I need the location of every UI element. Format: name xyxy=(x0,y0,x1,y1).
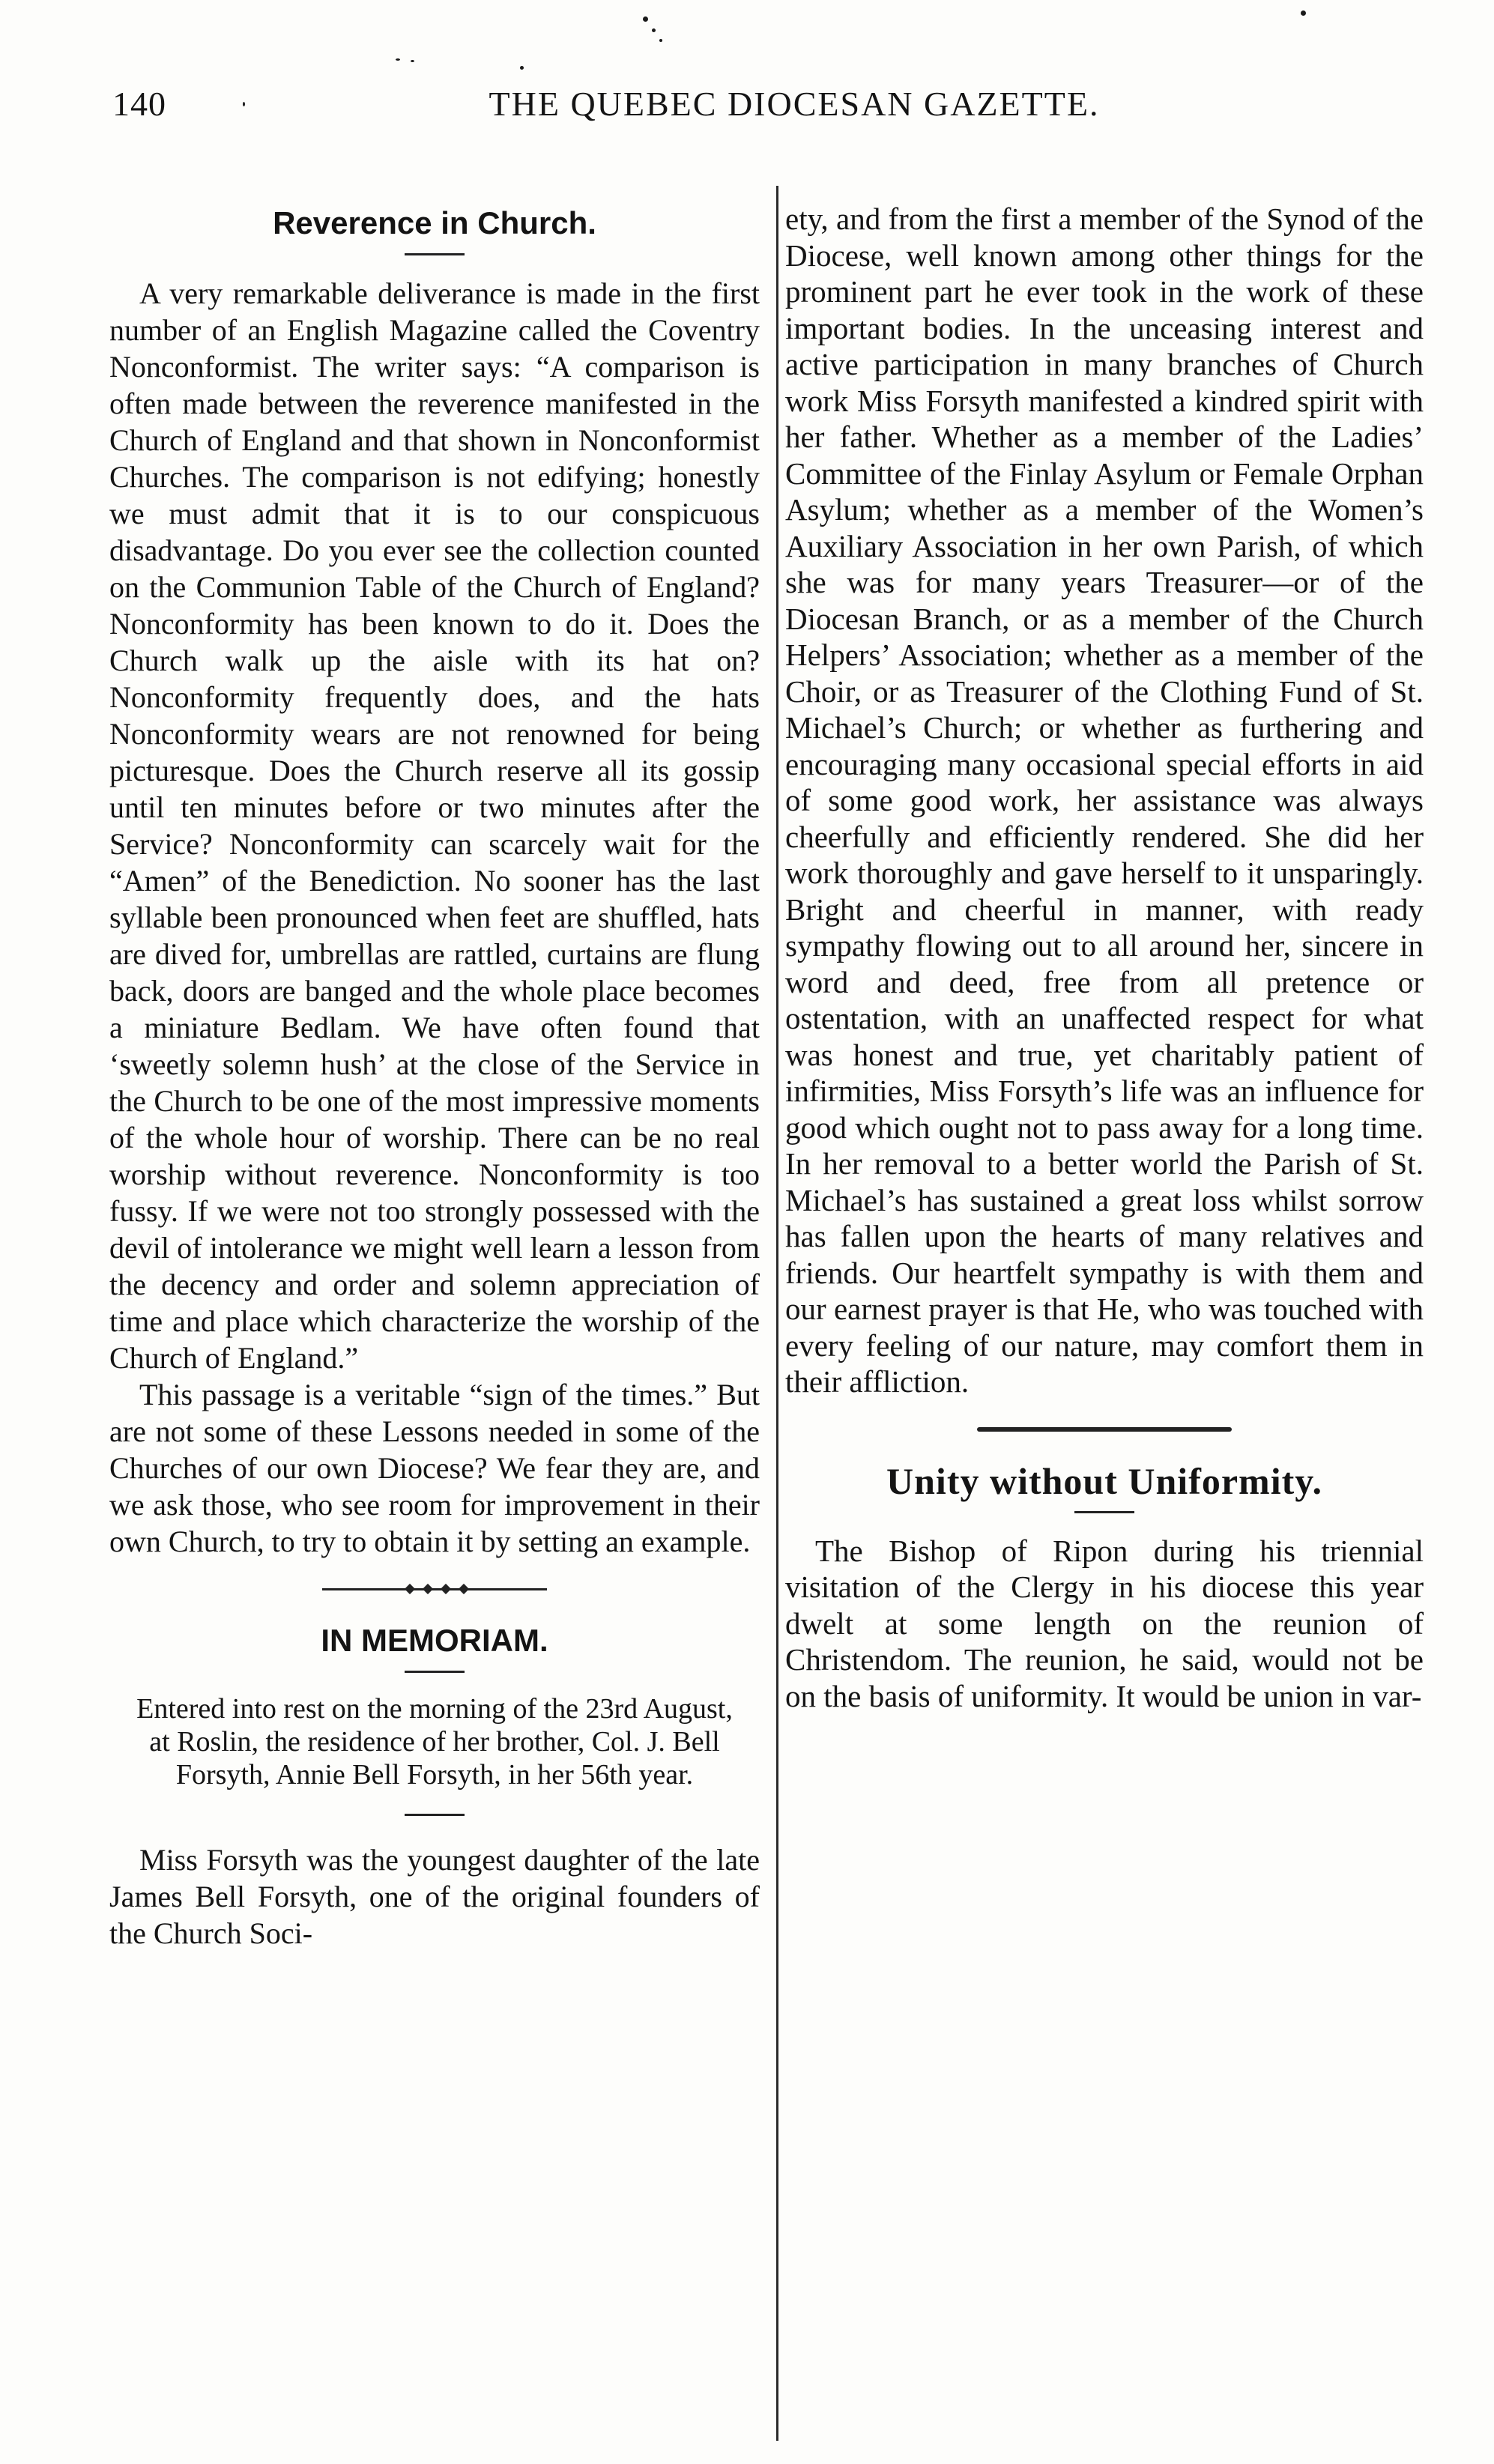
death-notice: Entered into rest on the morning of the 23rd August, at Roslin, the residence of her brother, Col. J. Bell Forsyth, Annie Bell Forsyth, in her 56th year. xyxy=(136,1693,733,1791)
notice-rule xyxy=(405,1814,465,1816)
article-title-unity: Unity without Uniformity. xyxy=(886,1459,1322,1502)
article-title-reverence: Reverence in Church. xyxy=(273,205,596,240)
article-paragraph: This passage is a veritable “sign of the times.” But are not some of these Lessons needed in some of the Churches of our own Diocese? We fear they are, and we ask those, who see room for improvement in their own Church, to try to obtain it by setting an example. xyxy=(109,1378,760,1558)
left-column xyxy=(109,201,760,1952)
article-paragraph: A very remarkable deliverance is made in the first number of an English Magazine called the Coventry Nonconformist. The writer says: “A comparison is often made between the reverence manifested in the Church of England and that shown in Nonconformist Churches. The comparison is not edifying; honestly we must admit that it is to our conspicuous disadvantage. Do you ever see the collection counted on the Communion Table of the Church of England? Nonconformity has been known to do it. Does the Church walk up the aisle with its hat on? Nonconformity frequently does, and the hats Nonconformity wears are not renowned for being picturesque. Does the Church reserve all its gossip until ten minutes before or two minutes after the Service? Nonconformity can scarcely wait for the “Amen” of the Benediction. No sooner has the last syllable been pronounced when feet are shuffled, hats are dived for, umbrellas are rattled, curtains are flung back, doors are banged and the whole place becomes a miniature Bedlam. We have often found that ‘sweetly solemn hush’ at the close of the Service in the Church to be one of the most impressive moments of the whole hour of worship. There can be no real worship without reverence. Nonconformity is too fussy. If we were not too strongly possessed with the devil of intolerance we might well learn a lesson from the decency and order and solemn appreciation of time and place which characterize the worship of the Church of England.” xyxy=(109,276,760,1375)
title-rule xyxy=(1074,1511,1134,1513)
right-column xyxy=(785,201,1424,1714)
column-divider xyxy=(776,186,778,2441)
article-paragraph: The Bishop of Ripon during his triennial visitation of the Clergy in his diocese this year dwelt at some length on the reunion of Christendom. The reunion, he said, would not be on the basis of uniformity. It would be union in var- xyxy=(785,1533,1424,1713)
running-title: THE QUEBEC DIOCESAN GAZETTE. xyxy=(489,85,1100,123)
article-paragraph-continued: ety, and from the first a member of the Synod of the Diocese, well known among other things for the prominent part he ever took in the work of these important bodies. In the unceasing interest and active participation in many branches of Church work Miss Forsyth manifested a kindred spirit with her father. Whether as a member of the Ladies’ Committee of the Finlay Asylum or Female Orphan Asylum; whether as a member of the Women’s Auxiliary Association in her own Parish, of which she was for many years Treasurer—or of the Diocesan Branch, or as a member of the Church Helpers’ Association; whether as a member of the Choir, or as Treasurer of the Clothing Fund of St. Michael’s Church; or whether as furthering and encouraging many occasional special efforts in aid of some good work, her assistance was always cheerfully and efficiently rendered. She did her work thoroughly and gave herself to it unsparingly. Bright and cheerful in manner, with ready sympathy flowing out to all around her, sincere in word and deed, free from all pretence or ostentation, with an unaffected respect for what was honest and true, yet charitably patient of infirmities, Miss Forsyth’s life was an influence for good which ought not to pass away for a long time. In her removal to a better world the Parish of St. Michael’s has sustained a great loss whilst sorrow has fallen upon the hearts of many relatives and friends. Our heartfelt sympathy is with them and our earnest prayer is that He, who was touched with every feeling of our nature, may comfort them in their affliction. xyxy=(785,202,1424,1399)
page-header xyxy=(112,84,1431,144)
title-rule xyxy=(405,1671,465,1673)
title-rule xyxy=(405,253,465,255)
page-number: 140 xyxy=(112,85,166,123)
article-paragraph: Miss Forsyth was the youngest daughter of the late James Bell Forsyth, one of the original founders of the Church Soci- xyxy=(109,1843,760,1950)
ornamental-rule xyxy=(322,1585,547,1593)
section-rule xyxy=(977,1427,1232,1432)
article-title-memoriam: IN MEMORIAM. xyxy=(321,1623,548,1658)
